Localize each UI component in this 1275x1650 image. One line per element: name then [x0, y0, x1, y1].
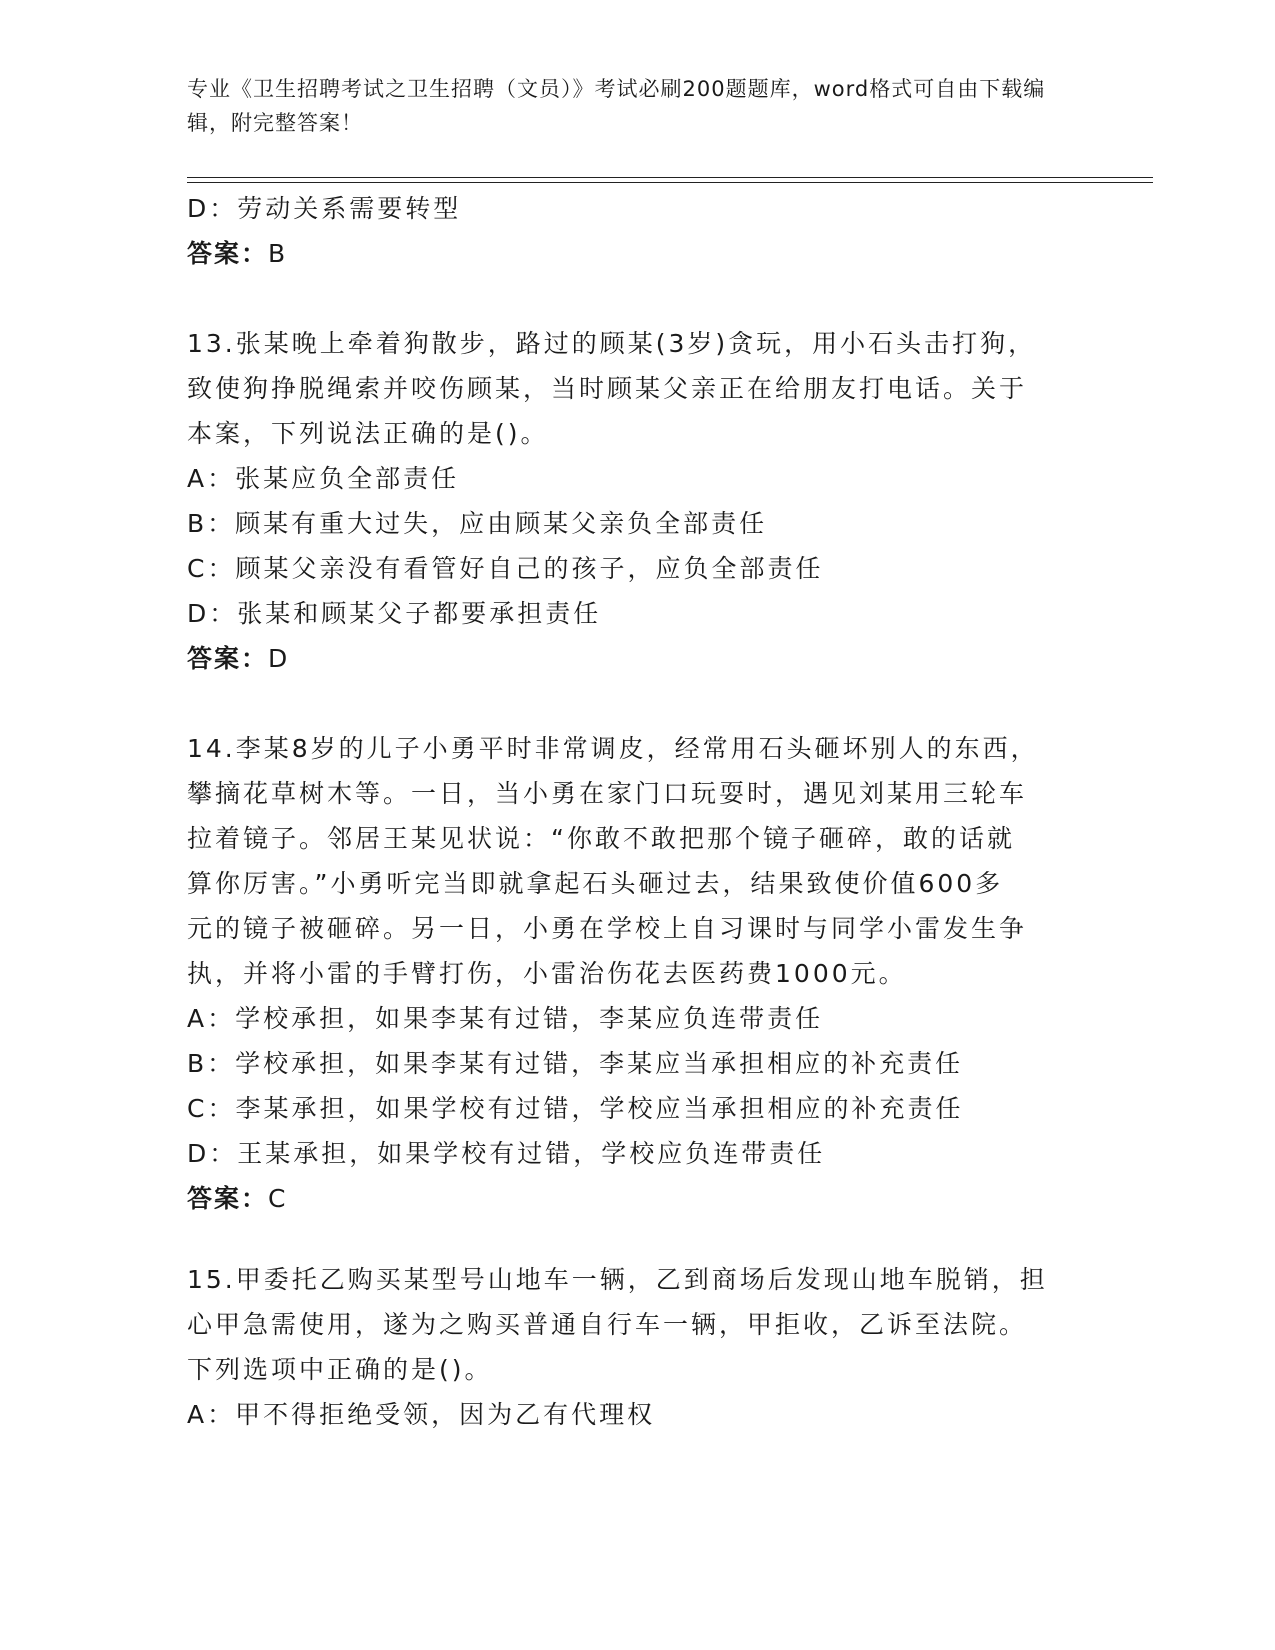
option-b: B：顾某有重大过失，应由顾某父亲负全部责任 [187, 509, 768, 538]
question-text-line: 15.甲委托乙购买某型号山地车一辆，乙到商场后发现山地车脱销，担 [187, 1265, 1048, 1294]
prev-answer [187, 231, 1067, 276]
document-body [187, 186, 1067, 1437]
question-text-line: 元的镜子被砸碎。另一日，小勇在学校上自习课时与同学小雷发生争 [187, 914, 1028, 943]
question-text-line: 攀摘花草树木等。一日，当小勇在家门口玩耍时，遇见刘某用三轮车 [187, 779, 1028, 808]
option-a: A：学校承担，如果李某有过错，李某应负连带责任 [187, 1004, 824, 1033]
header-divider-bottom [187, 182, 1153, 183]
answer-label: 答案： [187, 239, 269, 268]
question-text-line: 本案，下列说法正确的是()。 [187, 419, 549, 448]
answer-value: B [268, 239, 288, 268]
question-text-line: 执，并将小雷的手臂打伤，小雷治伤花去医药费1000元。 [187, 959, 907, 988]
question-14 [187, 726, 1067, 1221]
option-a: A：张某应负全部责任 [187, 464, 460, 493]
answer-label: 答案： [187, 644, 269, 673]
answer-value: D [268, 644, 290, 673]
question-text-line: 算你厉害。”小勇听完当即就拿起石头砸过去，结果致使价值600多 [187, 869, 1004, 898]
answer [187, 1176, 1067, 1221]
question-13 [187, 321, 1067, 681]
prev-option-d: D：劳动关系需要转型 [187, 194, 462, 223]
question-text-line: 拉着镜子。邻居王某见状说：“你敢不敢把那个镜子砸碎，敢的话就 [187, 824, 1015, 853]
option-b: B：学校承担，如果李某有过错，李某应当承担相应的补充责任 [187, 1049, 964, 1078]
option-d: D：王某承担，如果学校有过错，学校应负连带责任 [187, 1139, 826, 1168]
question-text-line: 心甲急需使用，遂为之购买普通自行车一辆，甲拒收，乙诉至法院。 [187, 1310, 1028, 1339]
header-title: 专业《卫生招聘考试之卫生招聘（文员）》考试必刷200题题库，word格式可自由下载编辑，附完整答案！ [187, 77, 1046, 135]
option-c: C：李某承担，如果学校有过错，学校应当承担相应的补充责任 [187, 1094, 964, 1123]
answer [187, 636, 1067, 681]
question-text-line: 13.张某晚上牵着狗散步，路过的顾某(3岁)贪玩，用小石头击打狗， [187, 329, 1037, 358]
question-15 [187, 1257, 1067, 1437]
question-text-line: 14.李某8岁的儿子小勇平时非常调皮，经常用石头砸坏别人的东西， [187, 734, 1039, 763]
answer-value: C [268, 1184, 288, 1213]
header-divider-top [187, 177, 1153, 178]
option-a: A：甲不得拒绝受领，因为乙有代理权 [187, 1400, 656, 1429]
question-text-line: 下列选项中正确的是()。 [187, 1355, 493, 1384]
question-text-line: 致使狗挣脱绳索并咬伤顾某，当时顾某父亲正在给朋友打电话。关于 [187, 374, 1028, 403]
option-c: C：顾某父亲没有看管好自己的孩子，应负全部责任 [187, 554, 824, 583]
option-d: D：张某和顾某父子都要承担责任 [187, 599, 602, 628]
answer-label: 答案： [187, 1184, 269, 1213]
document-header [187, 72, 1067, 140]
